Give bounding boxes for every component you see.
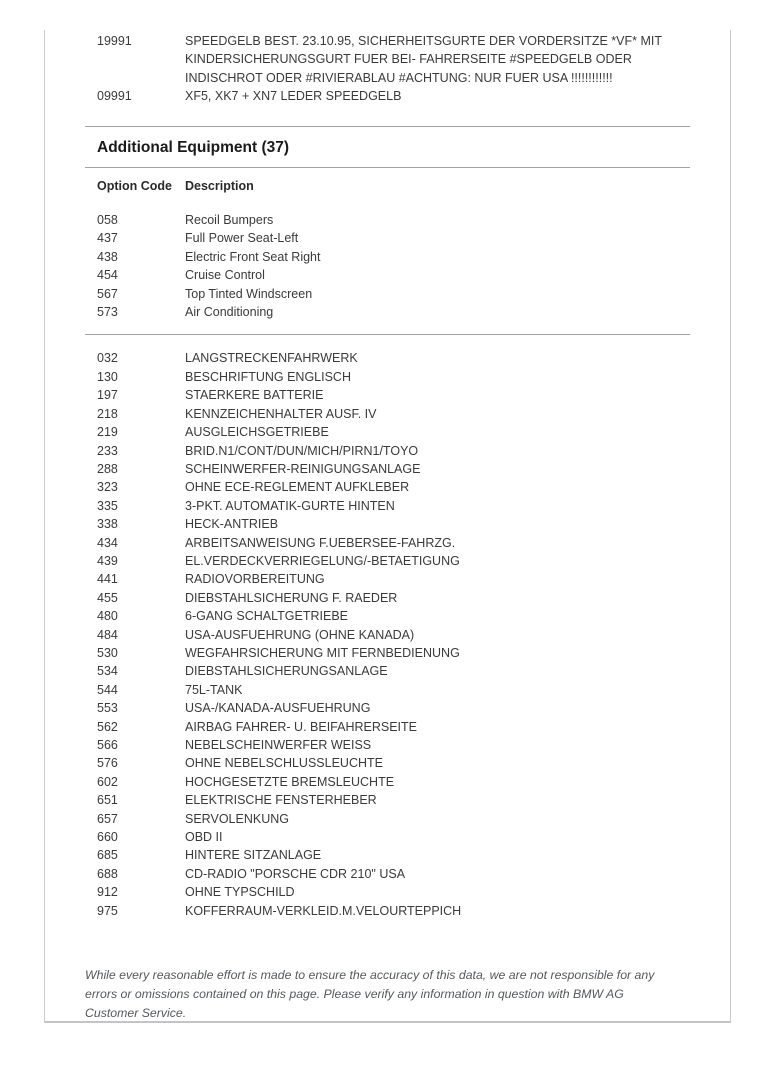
- option-code-cell: 437: [97, 231, 118, 246]
- option-code-cell: 567: [97, 286, 118, 301]
- description-cell: HINTERE SITZANLAGE: [185, 848, 322, 863]
- description-cell: DIEBSTAHLSICHERUNGSANLAGE: [185, 664, 388, 679]
- table-row: [45, 681, 730, 699]
- option-code-cell: 19991: [97, 34, 132, 48]
- table-row: [45, 865, 730, 883]
- description-cell: KENNZEICHENHALTER AUSF. IV: [185, 406, 377, 421]
- option-code-cell: 454: [97, 268, 118, 283]
- option-code-cell: 688: [97, 866, 118, 881]
- table-row: [45, 266, 730, 284]
- description-cell: HOCHGESETZTE BREMSLEUCHTE: [185, 774, 395, 789]
- table-row: [45, 87, 730, 105]
- header-option-rows: [45, 32, 730, 106]
- description-cell: 3-PKT. AUTOMATIK-GURTE HINTEN: [185, 498, 395, 513]
- description-cell: USA-AUSFUEHRUNG (OHNE KANADA): [185, 627, 415, 642]
- table-row: [45, 828, 730, 846]
- table-row: [45, 846, 730, 864]
- option-code-cell: 058: [97, 213, 118, 228]
- description-cell: RADIOVORBEREITUNG: [185, 572, 325, 587]
- table-row: [45, 883, 730, 901]
- option-code-cell: 439: [97, 553, 118, 568]
- description-cell: AIRBAG FAHRER- U. BEIFAHRERSEITE: [185, 719, 417, 734]
- disclaimer-text: While every reasonable effort is made to ensure the accuracy of this data, we are not responsible for any errors or omissions contained on this page. Please verify any information in question with BMW AG Customer Service.: [85, 968, 655, 1021]
- option-code-cell: 562: [97, 719, 118, 734]
- option-code-cell: 534: [97, 664, 118, 679]
- table-row: [45, 699, 730, 717]
- description-cell: BRID.N1/CONT/DUN/MICH/PIRN1/TOYO: [185, 443, 419, 458]
- table-row: [45, 754, 730, 772]
- table-row: [45, 478, 730, 496]
- description-cell: BESCHRIFTUNG ENGLISCH: [185, 369, 351, 384]
- option-code-cell: 912: [97, 885, 118, 900]
- equipment-group-english: [45, 211, 730, 321]
- option-code-cell: 09991: [97, 89, 132, 104]
- table-row: [45, 644, 730, 662]
- table-row: [45, 791, 730, 809]
- description-cell: EL.VERDECKVERRIEGELUNG/-BETAETIGUNG: [185, 553, 460, 568]
- description-cell: Recoil Bumpers: [185, 213, 274, 228]
- option-code-cell: 553: [97, 701, 118, 716]
- table-row: [45, 718, 730, 736]
- option-code-cell: 530: [97, 645, 118, 660]
- option-code-cell: 484: [97, 627, 118, 642]
- description-cell: Electric Front Seat Right: [185, 249, 321, 264]
- table-row: [45, 607, 730, 625]
- description-cell: Full Power Seat-Left: [185, 231, 299, 246]
- table-row: [45, 773, 730, 791]
- table-row: [45, 736, 730, 754]
- option-code-cell: 219: [97, 425, 118, 440]
- table-row: [45, 552, 730, 570]
- table-row: [45, 442, 730, 460]
- table-row: [45, 534, 730, 552]
- option-code-cell: 657: [97, 811, 118, 826]
- description-cell: CD-RADIO "PORSCHE CDR 210" USA: [185, 866, 406, 881]
- table-row: [45, 248, 730, 266]
- description-cell: OHNE ECE-REGLEMENT AUFKLEBER: [185, 480, 410, 495]
- vehicle-data-card: [44, 30, 731, 1023]
- description-cell: SPEEDGELB BEST. 23.10.95, SICHERHEITSGURTE DER VORDERSITZE *VF* MIT KINDERSICHERUNGSGURT FUER BEI- FAHRERSEITE #SPEEDGELB ODER INDISCHROT ODER #RIVIERABLAU #ACHTUNG: NUR FUER USA !!!!!!!!!!!!: [185, 34, 662, 85]
- description-cell: Air Conditioning: [185, 305, 274, 320]
- table-row: [45, 211, 730, 229]
- option-code-cell: 651: [97, 793, 118, 808]
- description-cell: 75L-TANK: [185, 682, 243, 697]
- table-row: [45, 405, 730, 423]
- option-code-cell: 323: [97, 480, 118, 495]
- description-cell: AUSGLEICHSGETRIEBE: [185, 425, 329, 440]
- table-row: [45, 626, 730, 644]
- option-code-cell: 197: [97, 388, 118, 403]
- option-code-cell: 233: [97, 443, 118, 458]
- option-code-cell: 566: [97, 738, 118, 752]
- option-code-cell: 544: [97, 682, 118, 697]
- description-cell: Cruise Control: [185, 268, 265, 283]
- option-code-cell: 218: [97, 406, 118, 421]
- description-cell: USA-/KANADA-AUSFUEHRUNG: [185, 701, 371, 716]
- option-code-cell: 685: [97, 848, 118, 863]
- divider-between-groups: [85, 334, 690, 335]
- divider-below-section-title: [85, 167, 690, 168]
- description-cell: DIEBSTAHLSICHERUNG F. RAEDER: [185, 590, 398, 605]
- divider-above-section-title: [85, 126, 690, 127]
- table-row: [45, 902, 730, 920]
- option-code-cell: 576: [97, 756, 118, 771]
- column-header-option-code: Option Code: [97, 178, 172, 193]
- description-cell: OHNE NEBELSCHLUSSLEUCHTE: [185, 756, 383, 771]
- option-code-cell: 441: [97, 572, 118, 587]
- description-cell: XF5, XK7 + XN7 LEDER SPEEDGELB: [185, 89, 402, 104]
- option-code-cell: 602: [97, 774, 118, 789]
- description-cell: Top Tinted Windscreen: [185, 286, 313, 301]
- option-code-cell: 032: [97, 351, 118, 366]
- option-code-cell: 455: [97, 590, 118, 605]
- section-title: Additional Equipment (37): [97, 138, 290, 156]
- description-cell: NEBELSCHEINWERFER WEISS: [185, 738, 372, 752]
- description-cell: HECK-ANTRIEB: [185, 517, 279, 532]
- table-row: [45, 349, 730, 367]
- description-cell: WEGFAHRSICHERUNG MIT FERNBEDIENUNG: [185, 645, 460, 660]
- table-row: [45, 32, 730, 87]
- column-header-description: Description: [185, 178, 254, 193]
- table-row: [45, 662, 730, 680]
- table-row: [45, 386, 730, 404]
- table-row: [45, 423, 730, 441]
- equipment-group-german: [45, 349, 730, 920]
- option-code-cell: 338: [97, 517, 118, 532]
- option-code-cell: 573: [97, 305, 118, 320]
- description-cell: SERVOLENKUNG: [185, 811, 289, 826]
- option-code-cell: 975: [97, 903, 118, 918]
- option-code-cell: 335: [97, 498, 118, 513]
- table-row: [45, 515, 730, 533]
- table-row: [45, 368, 730, 386]
- description-cell: OHNE TYPSCHILD: [185, 885, 295, 900]
- description-cell: 6-GANG SCHALTGETRIEBE: [185, 609, 348, 624]
- table-row: [45, 303, 730, 321]
- table-row: [45, 589, 730, 607]
- description-cell: KOFFERRAUM-VERKLEID.M.VELOURTEPPICH: [185, 903, 462, 918]
- table-row: [45, 810, 730, 828]
- description-cell: OBD II: [185, 830, 223, 845]
- table-column-header: [45, 177, 730, 195]
- description-cell: ARBEITSANWEISUNG F.UEBERSEE-FAHRZG.: [185, 535, 456, 550]
- description-cell: ELEKTRISCHE FENSTERHEBER: [185, 793, 377, 808]
- option-code-cell: 130: [97, 369, 118, 384]
- option-code-cell: 660: [97, 830, 118, 845]
- option-code-cell: 434: [97, 535, 118, 550]
- option-code-cell: 480: [97, 609, 118, 624]
- description-cell: LANGSTRECKENFAHRWERK: [185, 351, 358, 366]
- option-code-cell: 288: [97, 461, 118, 476]
- table-row: [45, 497, 730, 515]
- option-code-cell: 438: [97, 249, 118, 264]
- table-row: [45, 285, 730, 303]
- table-row: [45, 570, 730, 588]
- table-row: [45, 460, 730, 478]
- description-cell: STAERKERE BATTERIE: [185, 388, 324, 403]
- table-row: [45, 229, 730, 247]
- description-cell: SCHEINWERFER-REINIGUNGSANLAGE: [185, 461, 421, 476]
